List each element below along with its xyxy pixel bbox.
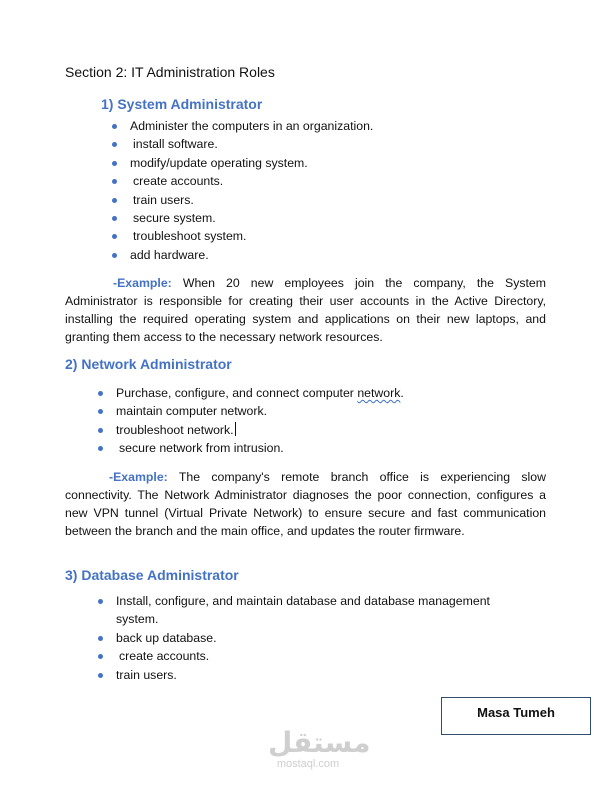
heading-database-administrator: 3) Database Administrator	[65, 567, 239, 583]
mostaql-site-text: mostaql.com	[276, 758, 340, 770]
bullet-icon	[98, 428, 103, 433]
bullet-icon	[98, 636, 103, 641]
bullet-icon	[98, 409, 103, 414]
bullet-icon	[112, 161, 117, 166]
bullet-icon	[112, 142, 117, 147]
example-text: When 20 new employees join the company, the System Administrator is responsible for creating their user accounts in the Active Directory, installing the required operating system and applications on their new laptops, and granting them access to the necessary network resources.	[65, 276, 546, 344]
spellcheck-underlined-word: network	[357, 386, 401, 400]
document-page: Section 2: IT Administration Roles 1) System Administrator Administer the computers in an organization. install software. modify/update operating system. create accounts. train users. secure system. troubleshoot system. add hardware. -Example: When 20 new employees join the company, the System Administrator is responsible for creating their user accounts in the Active Directory, installing the required operating system and applications on their new laptops, and granting them access to the necessary network resources. 2) Network Administrator Purchase, configure, and connect computer network. maintain computer network. troubleshoot network. secure network from intrusion. -Example: The company's remote branch office is experiencing slow connectivity. The Network Administrator diagnoses the poor connection, configures a new VPN tunnel (Virtual Private Network) to ensure secure and fast communication between the branch and the main office, and updates the router firmware. 3) Database Administrator Install, configure, and maintain database and database management system. back up database. create accounts. train users. Masa Tumeh مستقل mostaql.com	[0, 0, 611, 793]
bullet-icon	[98, 654, 103, 659]
section-title: Section 2: IT Administration Roles	[65, 64, 275, 80]
system-admin-example	[65, 274, 546, 346]
bullet-icon	[98, 599, 103, 604]
heading-system-administrator: 1) System Administrator	[101, 96, 263, 112]
heading-network-administrator: 2) Network Administrator	[65, 356, 232, 372]
bullet-icon	[112, 179, 117, 184]
bullet-icon	[98, 446, 103, 451]
bullet-icon	[112, 198, 117, 203]
bullet-icon	[112, 234, 117, 239]
example-text: The company's remote branch office is experiencing slow connectivity. The Network Administrator diagnoses the poor connection, configures a new VPN tunnel (Virtual Private Network) to ensure secure and fast communication between the branch and the main office, and updates the router firmware.	[65, 470, 546, 538]
bullet-icon	[112, 216, 117, 221]
example-label: -Example:	[109, 470, 168, 484]
bullet-icon	[112, 253, 117, 258]
bullet-icon	[98, 673, 103, 678]
example-label: -Example:	[113, 276, 172, 290]
text-cursor	[235, 422, 236, 436]
mostaql-logo: مستقل	[268, 726, 371, 759]
bullet-icon	[98, 391, 103, 396]
author-name-box: Masa Tumeh	[441, 697, 591, 735]
bullet-icon	[112, 124, 117, 129]
mostaql-watermark	[268, 726, 371, 778]
network-admin-example	[65, 468, 546, 540]
